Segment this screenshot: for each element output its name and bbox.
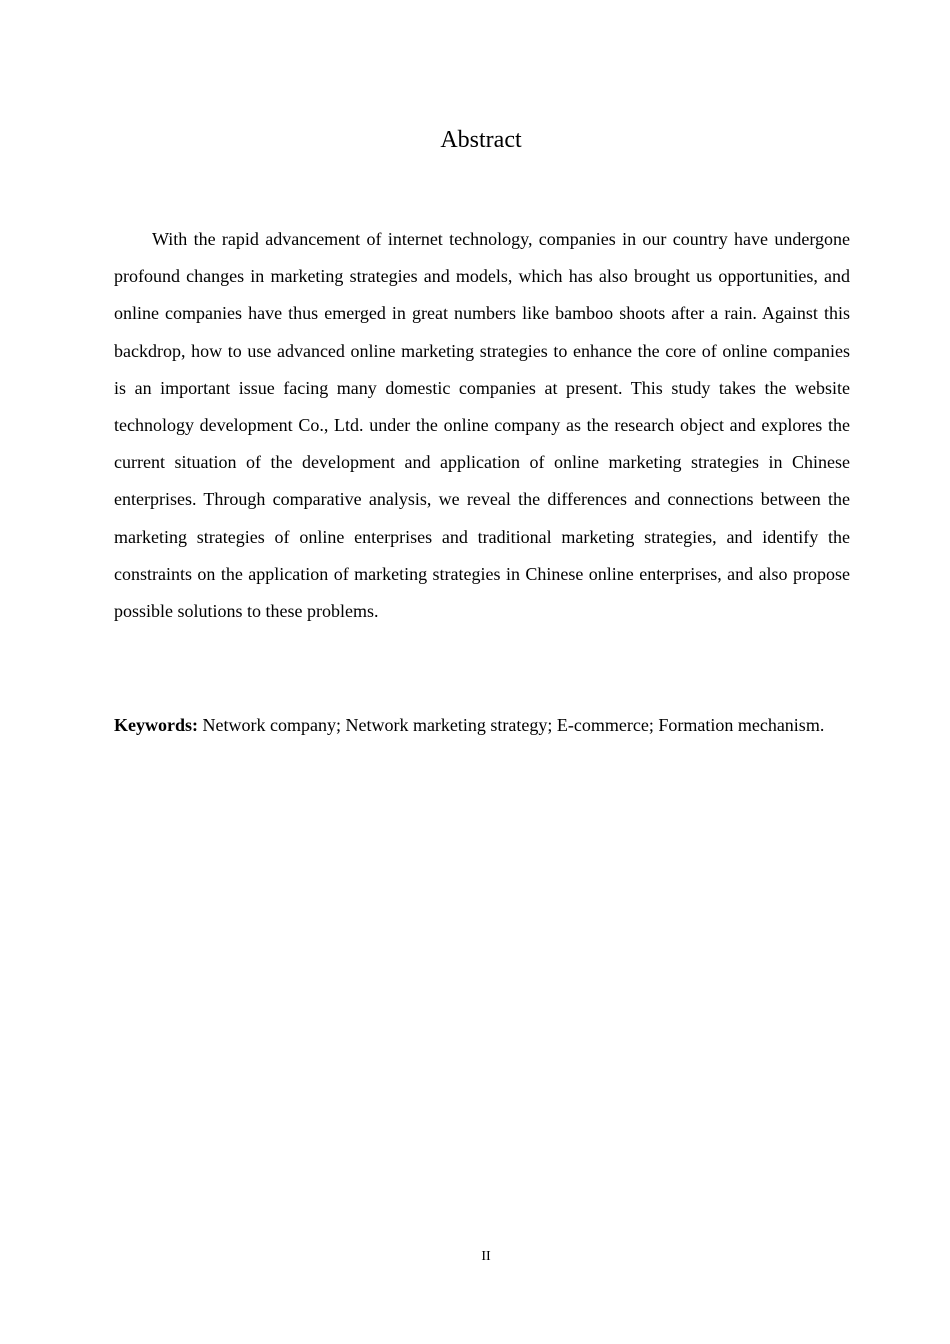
keywords-label: Keywords: bbox=[114, 715, 198, 735]
keywords-list: Network company; Network marketing strategy; E-commerce; Formation mechanism. bbox=[202, 715, 825, 735]
keywords-paragraph bbox=[114, 708, 850, 742]
page-number: II bbox=[481, 1249, 491, 1264]
abstract-title: Abstract bbox=[440, 127, 522, 153]
abstract-paragraph: With the rapid advancement of internet technology, companies in our country have undergone profound changes in marketing strategies and models, which has also brought us opportunities, and online companies have thus emerged in great numbers like bamboo shoots after a rain. Against this backdrop, how to use advanced online marketing strategies to enhance the core of online companies is an important issue facing many domestic companies at present. This study takes the website technology development Co., Ltd. under the online company as the research object and explores the current situation of the development and application of online marketing strategies in Chinese enterprises. Through comparative analysis, we reveal the differences and connections between the marketing strategies of online enterprises and traditional marketing strategies, and identify the constraints on the application of marketing strategies in Chinese online enterprises, and also propose possible solutions to these problems. bbox=[114, 229, 850, 622]
